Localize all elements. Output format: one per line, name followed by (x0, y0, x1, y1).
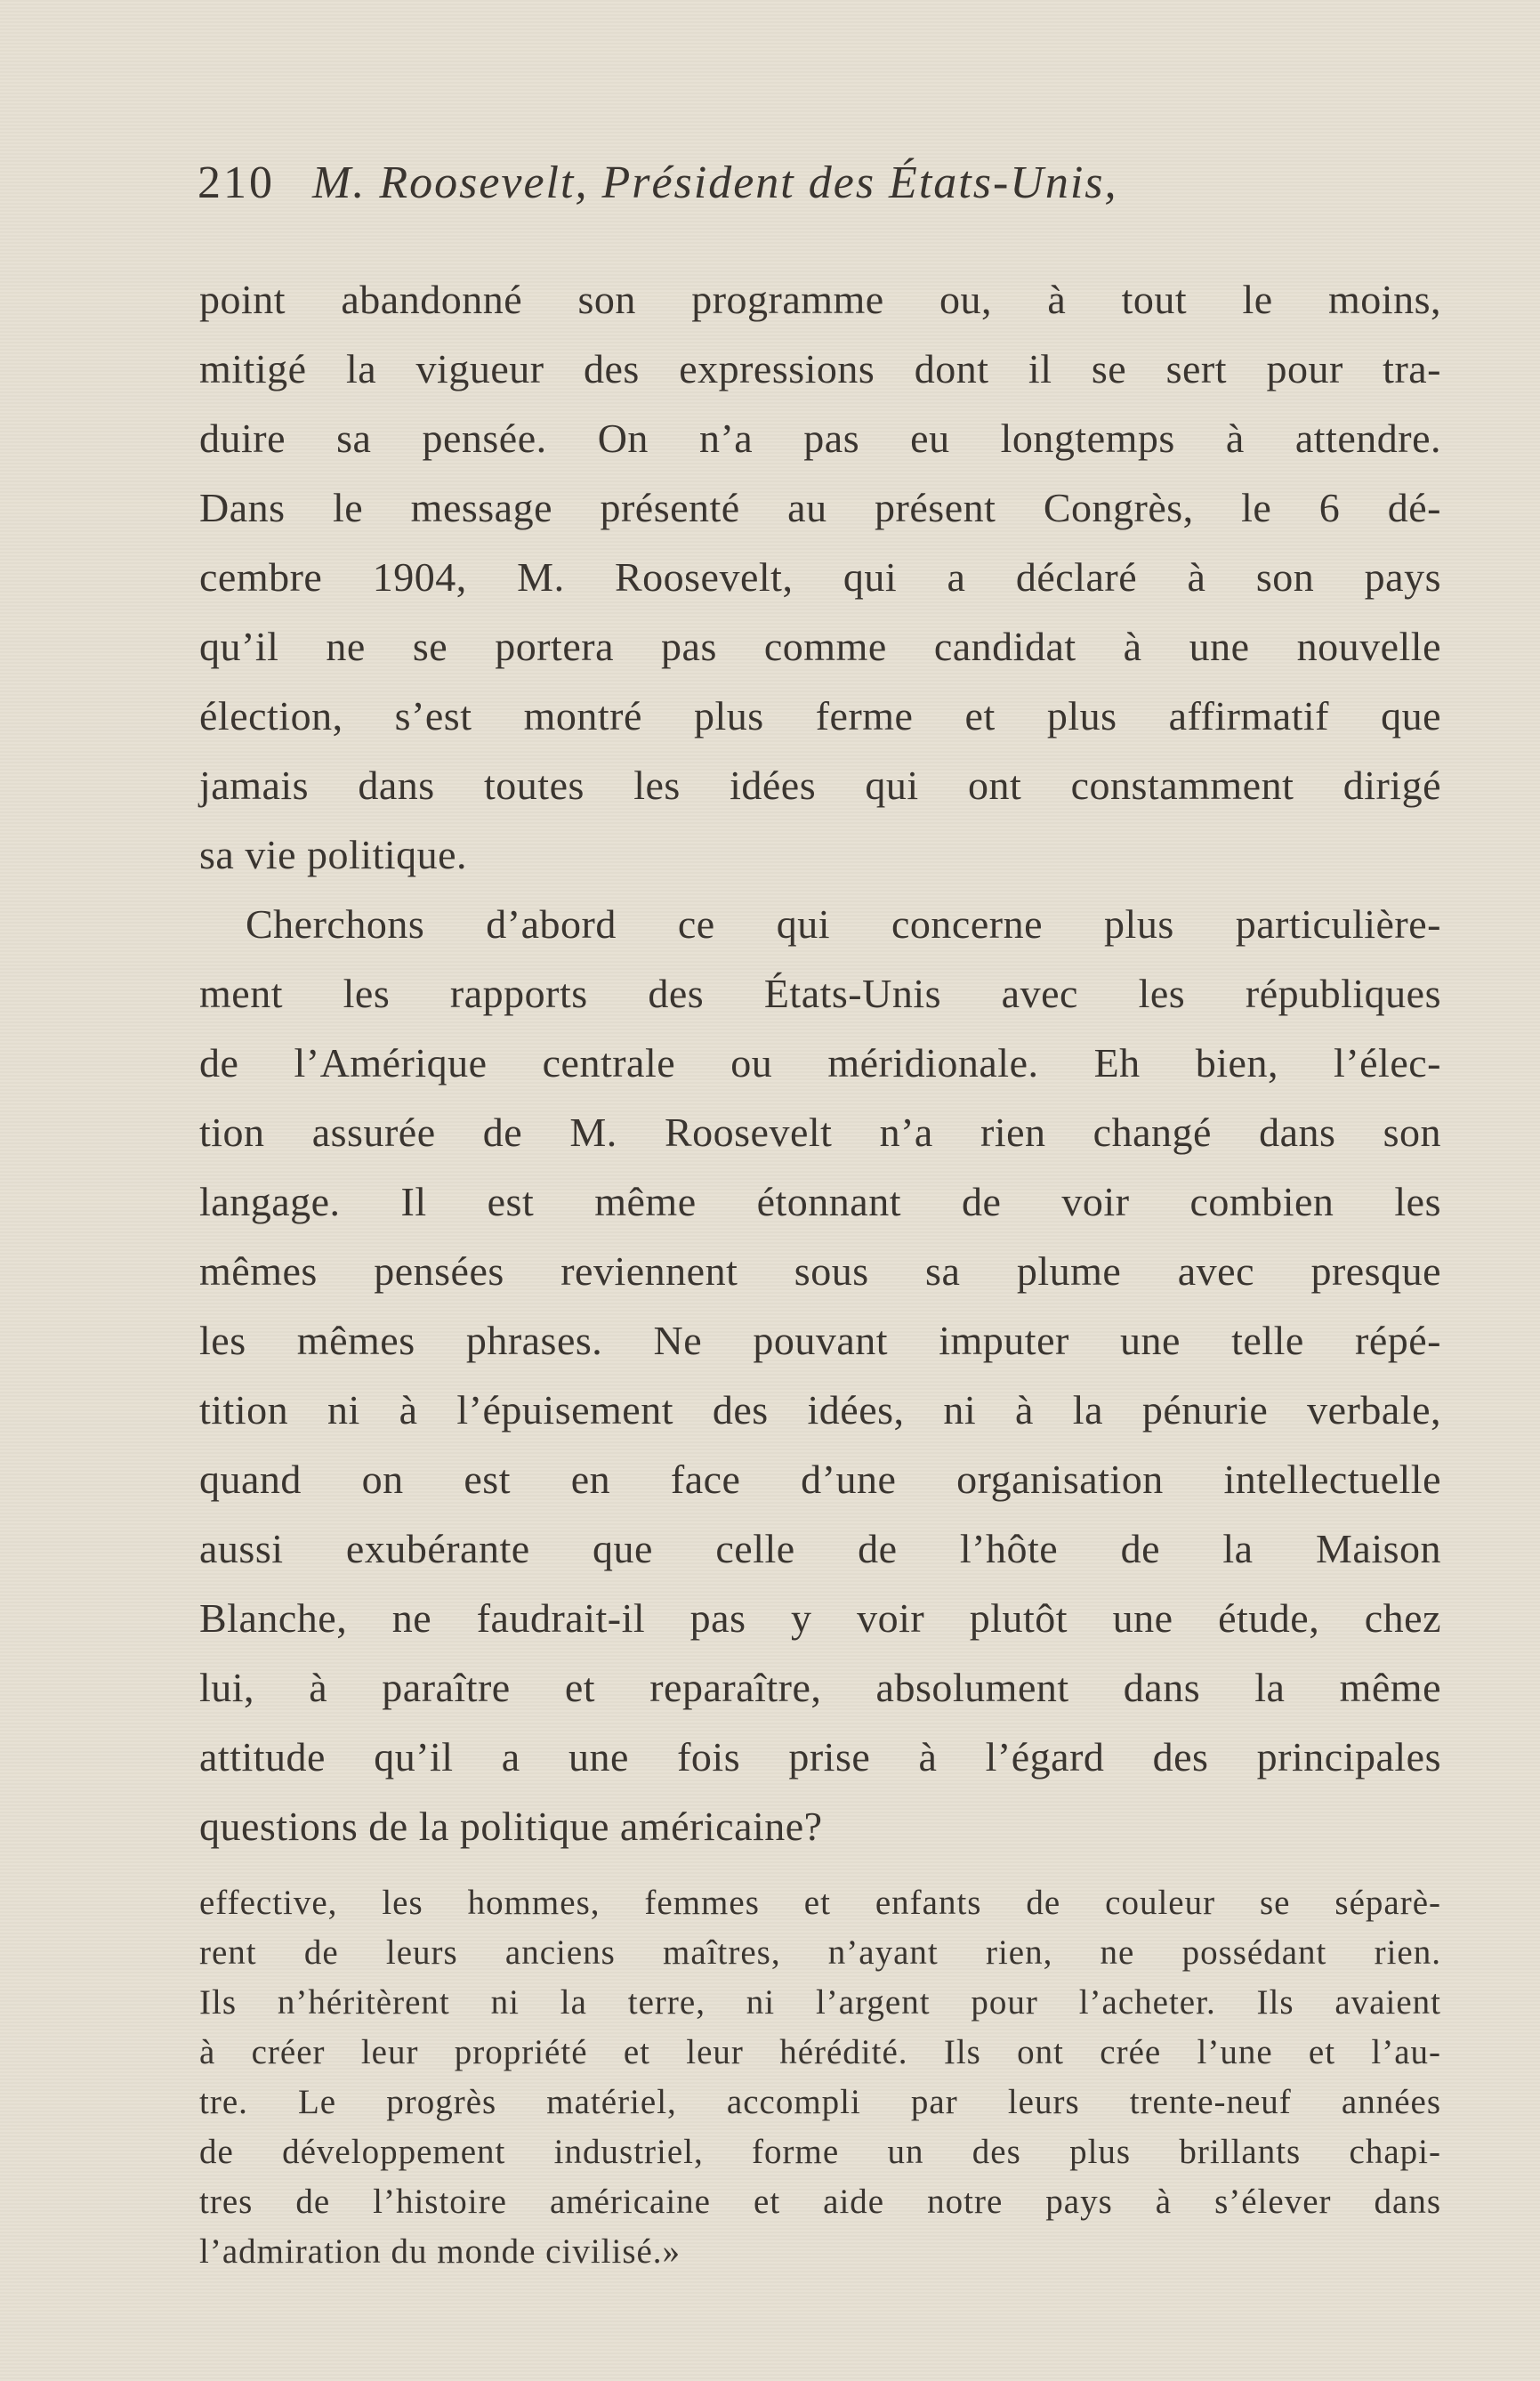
text-line: point abandonné son programme ou, à tout le moins, (199, 277, 1441, 322)
text-line: élection, s’est montré plus ferme et plus affirmatif que (199, 693, 1441, 739)
text-line: Blanche, ne faudrait-il pas y voir plutôt une étude, chez (199, 1595, 1441, 1641)
running-title: M. Roosevelt, Président des États-Unis, (312, 157, 1118, 208)
footnote (199, 1878, 1441, 2277)
body-text (199, 265, 1441, 1861)
text-line: Cherchons d’abord ce qui concerne plus particulière- (246, 901, 1441, 947)
footnote-line: à créer leur propriété et leur hérédité. Ils ont crée l’une et l’au- (199, 2033, 1441, 2071)
text-line: les mêmes phrases. Ne pouvant imputer une telle répé- (199, 1318, 1441, 1363)
footnote-line: effective, les hommes, femmes et enfants de couleur se séparè- (199, 1884, 1441, 1922)
text-line: mitigé la vigueur des expressions dont il se sert pour tra- (199, 346, 1441, 391)
text-line: questions de la politique américaine? (199, 1804, 823, 1849)
text-line: Dans le message présenté au présent Congrès, le 6 dé- (199, 485, 1441, 530)
paragraph-continued (199, 265, 1441, 890)
text-line: langage. Il est même étonnant de voir combien les (199, 1179, 1441, 1224)
page-number: 210 (198, 157, 275, 208)
text-line: lui, à paraître et reparaître, absolument dans la même (199, 1665, 1441, 1710)
paragraph (199, 890, 1441, 1861)
text-line: attitude qu’il a une fois prise à l’égard des principales (199, 1734, 1441, 1780)
running-head (198, 151, 1443, 215)
text-line: cembre 1904, M. Roosevelt, qui a déclaré à son pays (199, 554, 1441, 600)
text-line: quand on est en face d’une organisation intellectuelle (199, 1457, 1441, 1502)
footnote-line: tre. Le progrès matériel, accompli par leurs trente-neuf années (199, 2083, 1441, 2121)
text-line: tition ni à l’épuisement des idées, ni à la pénurie verbale, (199, 1387, 1441, 1433)
footnote-line: tres de l’histoire américaine et aide notre pays à s’élever dans (199, 2183, 1441, 2221)
footnote-line: l’admiration du monde civilisé.» (199, 2232, 681, 2271)
text-line: jamais dans toutes les idées qui ont constamment dirigé (199, 763, 1441, 808)
footnote-line: de développement industriel, forme un des plus brillants chapi- (199, 2133, 1441, 2171)
text-line: sa vie politique. (199, 832, 468, 877)
footnote-line: rent de leurs anciens maîtres, n’ayant rien, ne possédant rien. (199, 1933, 1441, 1972)
footnote-line: Ils n’héritèrent ni la terre, ni l’argent pour l’acheter. Ils avaient (199, 1983, 1441, 2022)
text-line: qu’il ne se portera pas comme candidat à une nouvelle (199, 624, 1441, 669)
text-line: tion assurée de M. Roosevelt n’a rien changé dans son (199, 1110, 1441, 1155)
text-line: aussi exubérante que celle de l’hôte de la Maison (199, 1526, 1441, 1571)
text-line: ment les rapports des États-Unis avec les républiques (199, 971, 1441, 1016)
text-line: de l’Amérique centrale ou méridionale. Eh bien, l’élec- (199, 1040, 1441, 1086)
text-line: mêmes pensées reviennent sous sa plume avec presque (199, 1248, 1441, 1294)
text-line: duire sa pensée. On n’a pas eu longtemps à attendre. (199, 416, 1441, 461)
